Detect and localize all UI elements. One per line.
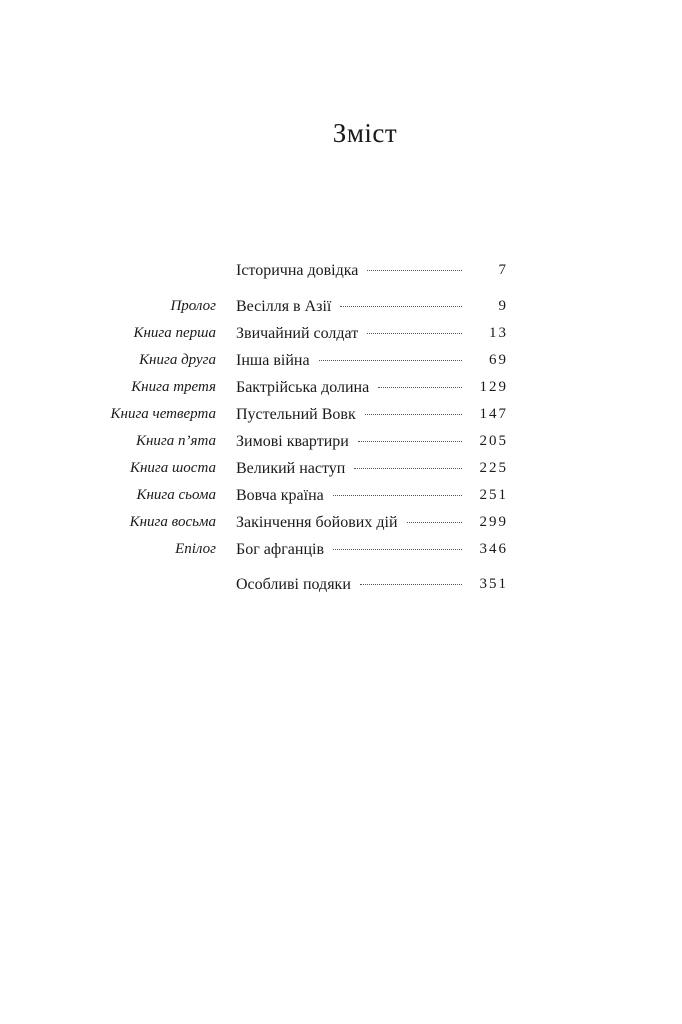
- toc-row[interactable]: [0, 321, 682, 348]
- toc-row-page-number: 346: [479, 541, 508, 557]
- toc-row-entry: [236, 433, 462, 451]
- toc-row-page-number: 351: [479, 576, 508, 592]
- toc-row-entry: [236, 487, 462, 505]
- dot-leader: [354, 468, 462, 469]
- toc-row-title: Вовча країна: [236, 487, 324, 504]
- toc-row-page-number: 69: [489, 352, 508, 368]
- dot-leader: [319, 360, 462, 361]
- toc-row-entry: [236, 298, 462, 316]
- toc-row[interactable]: [0, 537, 682, 564]
- dot-leader: [367, 270, 462, 271]
- toc-row-title: Звичайний солдат: [236, 325, 359, 342]
- toc-row-title: Особливі подяки: [236, 576, 351, 593]
- table-of-contents: [0, 258, 682, 599]
- toc-row[interactable]: [0, 258, 682, 285]
- toc-row-label: Книга перша: [133, 325, 216, 341]
- dot-leader: [365, 414, 462, 415]
- dot-leader: [333, 495, 462, 496]
- toc-row-label: Книга шоста: [129, 460, 216, 476]
- toc-row-title: Бог афганців: [236, 541, 325, 558]
- toc-row-entry: [236, 406, 462, 424]
- toc-row-label: Пролог: [170, 298, 216, 314]
- toc-row-entry: [236, 379, 462, 397]
- toc-row-entry: [236, 514, 462, 532]
- toc-row-label: Книга п’ята: [136, 433, 216, 449]
- toc-row[interactable]: [0, 510, 682, 537]
- toc-row[interactable]: [0, 429, 682, 456]
- toc-row-entry: [236, 325, 462, 343]
- toc-row[interactable]: [0, 348, 682, 375]
- dot-leader: [378, 387, 462, 388]
- toc-row-entry: [236, 460, 462, 478]
- toc-row-title: Зимові квартири: [236, 433, 349, 450]
- toc-row-title: Пустельний Вовк: [236, 406, 356, 423]
- toc-row-title: Великий наступ: [236, 460, 346, 477]
- toc-row-label: Епілог: [175, 541, 216, 557]
- toc-row-page-number: 7: [498, 262, 508, 278]
- toc-row-entry: [236, 262, 462, 280]
- page-title: Зміст: [332, 118, 398, 148]
- toc-row-title: Весілля в Азії: [236, 298, 332, 315]
- dot-leader: [340, 306, 462, 307]
- toc-row-entry: [236, 352, 462, 370]
- toc-row-page-number: 299: [479, 514, 508, 530]
- toc-row-label: Книга третя: [131, 379, 216, 395]
- dot-leader: [358, 441, 462, 442]
- toc-row-entry: [236, 576, 462, 594]
- toc-row-page-number: 13: [489, 325, 508, 341]
- toc-row[interactable]: [0, 402, 682, 429]
- toc-row-label: Книга восьма: [129, 514, 216, 530]
- dot-leader: [360, 584, 462, 585]
- toc-row-title: Історична довідка: [236, 262, 359, 279]
- toc-row[interactable]: [0, 375, 682, 402]
- toc-row-page-number: 225: [479, 460, 508, 476]
- toc-row-page-number: 205: [479, 433, 508, 449]
- toc-row-title: Бактрійська долина: [236, 379, 370, 396]
- toc-row-title: Закінчення бойових дій: [236, 514, 398, 531]
- toc-row-page-number: 9: [498, 298, 508, 314]
- toc-row[interactable]: [0, 294, 682, 321]
- dot-leader: [367, 333, 462, 334]
- toc-row-label: Книга друга: [139, 352, 216, 368]
- toc-row-page-number: 129: [479, 379, 508, 395]
- toc-row[interactable]: [0, 456, 682, 483]
- toc-row-title: Інша війна: [236, 352, 310, 369]
- toc-row-page-number: 251: [479, 487, 508, 503]
- toc-row-label: Книга четверта: [110, 406, 216, 422]
- toc-row[interactable]: [0, 483, 682, 510]
- toc-row[interactable]: [0, 572, 682, 599]
- toc-row-label: Книга сьома: [136, 487, 216, 503]
- dot-leader: [407, 522, 463, 523]
- dot-leader: [333, 549, 462, 550]
- toc-row-page-number: 147: [479, 406, 508, 422]
- toc-row-entry: [236, 541, 462, 559]
